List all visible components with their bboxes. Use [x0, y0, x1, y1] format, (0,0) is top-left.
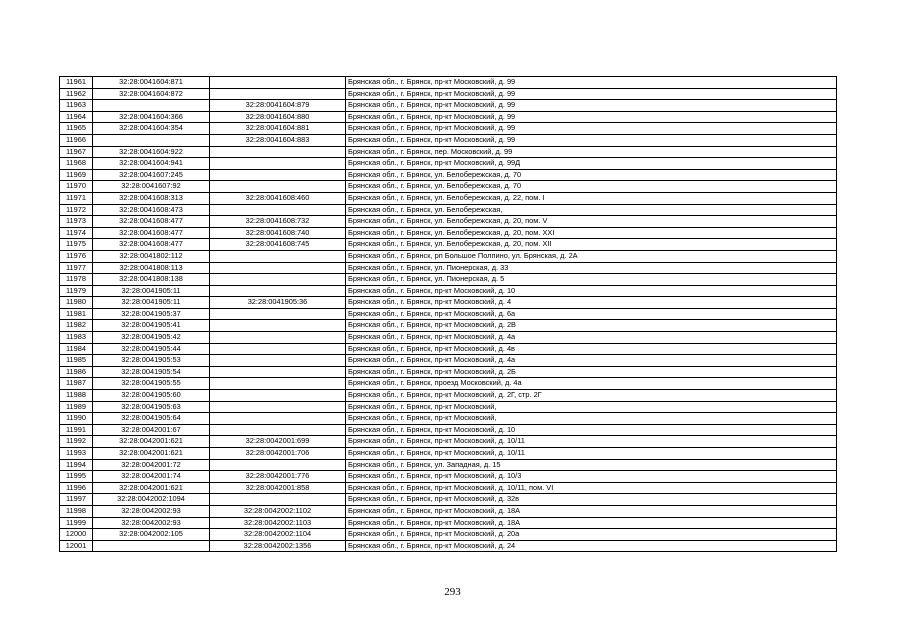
cadastral-number-cell: 32:28:0042001:72 — [93, 459, 210, 471]
object-number-cell — [210, 181, 346, 193]
object-number-cell — [210, 262, 346, 274]
cadastral-number-cell: 32:28:0041604:922 — [93, 146, 210, 158]
row-number-cell: 12001 — [60, 540, 93, 552]
table-row — [60, 111, 837, 123]
address-cell: Брянская обл., г. Брянск, ул. Белобережская, д. 70 — [346, 181, 837, 193]
table-row — [60, 540, 837, 552]
address-cell: Брянская обл., г. Брянск, пр-кт Московский, д. 99 — [346, 111, 837, 123]
cadastral-number-cell — [93, 100, 210, 112]
object-number-cell: 32:28:0041604:881 — [210, 123, 346, 135]
table-row — [60, 413, 837, 425]
row-number-cell: 11982 — [60, 320, 93, 332]
object-number-cell: 32:28:0042002:1102 — [210, 505, 346, 517]
address-cell: Брянская обл., г. Брянск, пр-кт Московский, — [346, 401, 837, 413]
object-number-cell — [210, 274, 346, 286]
address-cell: Брянская обл., г. Брянск, ул. Белобережская, д. 20, пом. XII — [346, 239, 837, 251]
address-cell: Брянская обл., г. Брянск, пр-кт Московский, д. 10/11 — [346, 448, 837, 460]
address-cell: Брянская обл., г. Брянск, пр-кт Московский, — [346, 413, 837, 425]
cadastral-number-cell: 32:28:0042002:93 — [93, 517, 210, 529]
table-row — [60, 204, 837, 216]
table-row — [60, 274, 837, 286]
cadastral-number-cell: 32:28:0041608:473 — [93, 204, 210, 216]
row-number-cell: 11964 — [60, 111, 93, 123]
row-number-cell: 11968 — [60, 158, 93, 170]
object-number-cell: 32:28:0042001:706 — [210, 448, 346, 460]
address-cell: Брянская обл., г. Брянск, пр-кт Московский, д. 10/11 — [346, 436, 837, 448]
table-row — [60, 424, 837, 436]
address-cell: Брянская обл., г. Брянск, пр-кт Московский, д. 99Д — [346, 158, 837, 170]
row-number-cell: 11986 — [60, 366, 93, 378]
row-number-cell: 11967 — [60, 146, 93, 158]
cadastral-number-cell: 32:28:0041604:941 — [93, 158, 210, 170]
row-number-cell: 11993 — [60, 448, 93, 460]
row-number-cell: 11989 — [60, 401, 93, 413]
table-row — [60, 123, 837, 135]
cadastral-number-cell: 32:28:0042001:67 — [93, 424, 210, 436]
object-number-cell — [210, 413, 346, 425]
cadastral-number-cell: 32:28:0042001:621 — [93, 448, 210, 460]
cadastral-number-cell: 32:28:0042001:621 — [93, 482, 210, 494]
address-cell: Брянская обл., г. Брянск, пр-кт Московский, д. 99 — [346, 134, 837, 146]
table-row — [60, 343, 837, 355]
table-row — [60, 436, 837, 448]
cadastral-number-cell: 32:28:0041604:871 — [93, 77, 210, 89]
table-row — [60, 401, 837, 413]
row-number-cell: 11994 — [60, 459, 93, 471]
object-number-cell — [210, 401, 346, 413]
address-cell: Брянская обл., г. Брянск, ул. Белобережская, д. 70 — [346, 169, 837, 181]
row-number-cell: 11972 — [60, 204, 93, 216]
cadastral-number-cell: 32:28:0041905:54 — [93, 366, 210, 378]
table-row — [60, 146, 837, 158]
cadastral-number-cell: 32:28:0042002:93 — [93, 505, 210, 517]
cadastral-number-cell — [93, 134, 210, 146]
table-row — [60, 239, 837, 251]
cadastral-number-cell: 32:28:0042002:105 — [93, 529, 210, 541]
address-cell: Брянская обл., г. Брянск, ул. Пионерская, д. 5 — [346, 274, 837, 286]
object-number-cell: 32:28:0042001:776 — [210, 471, 346, 483]
table-row — [60, 320, 837, 332]
table-row — [60, 529, 837, 541]
object-number-cell: 32:28:0041604:883 — [210, 134, 346, 146]
address-cell: Брянская обл., г. Брянск, пр-кт Московский, д. 2В — [346, 320, 837, 332]
address-cell: Брянская обл., г. Брянск, пр-кт Московский, д. 18А — [346, 505, 837, 517]
registry-table-body — [60, 77, 837, 552]
row-number-cell: 11987 — [60, 378, 93, 390]
table-row — [60, 227, 837, 239]
row-number-cell: 11973 — [60, 216, 93, 228]
cadastral-number-cell: 32:28:0042002:1094 — [93, 494, 210, 506]
address-cell: Брянская обл., г. Брянск, пр-кт Московский, д. 4 — [346, 297, 837, 309]
address-cell: Брянская обл., г. Брянск, пр-кт Московский, д. 99 — [346, 123, 837, 135]
row-number-cell: 11979 — [60, 285, 93, 297]
cadastral-number-cell: 32:28:0041905:63 — [93, 401, 210, 413]
cadastral-number-cell: 32:28:0041905:44 — [93, 343, 210, 355]
object-number-cell — [210, 459, 346, 471]
row-number-cell: 12000 — [60, 529, 93, 541]
address-cell: Брянская обл., г. Брянск, пр-кт Московский, д. 4а — [346, 355, 837, 367]
table-row — [60, 471, 837, 483]
row-number-cell: 11996 — [60, 482, 93, 494]
table-row — [60, 308, 837, 320]
address-cell: Брянская обл., г. Брянск, пр-кт Московский, д. 2Г, стр. 2Г — [346, 390, 837, 402]
table-row — [60, 448, 837, 460]
cadastral-number-cell: 32:28:0041607:92 — [93, 181, 210, 193]
address-cell: Брянская обл., г. Брянск, пр-кт Московский, д. 10 — [346, 424, 837, 436]
cadastral-number-cell: 32:28:0041905:60 — [93, 390, 210, 402]
address-cell: Брянская обл., г. Брянск, пер. Московский, д. 99 — [346, 146, 837, 158]
row-number-cell: 11970 — [60, 181, 93, 193]
table-row — [60, 285, 837, 297]
page-number: 293 — [444, 586, 461, 598]
object-number-cell: 32:28:0041608:732 — [210, 216, 346, 228]
table-row — [60, 332, 837, 344]
cadastral-number-cell: 32:28:0041608:477 — [93, 239, 210, 251]
table-row — [60, 517, 837, 529]
object-number-cell — [210, 77, 346, 89]
row-number-cell: 11998 — [60, 505, 93, 517]
row-number-cell: 11999 — [60, 517, 93, 529]
table-row — [60, 158, 837, 170]
table-row — [60, 494, 837, 506]
address-cell: Брянская обл., г. Брянск, проезд Московский, д. 4а — [346, 378, 837, 390]
address-cell: Брянская обл., г. Брянск, пр-кт Московский, д. 32в — [346, 494, 837, 506]
cadastral-number-cell: 32:28:0041808:138 — [93, 274, 210, 286]
address-cell: Брянская обл., г. Брянск, пр-кт Московский, д. 2Б — [346, 366, 837, 378]
row-number-cell: 11984 — [60, 343, 93, 355]
object-number-cell: 32:28:0041905:36 — [210, 297, 346, 309]
address-cell: Брянская обл., г. Брянск, пр-кт Московский, д. 4а — [346, 332, 837, 344]
table-row — [60, 459, 837, 471]
object-number-cell — [210, 158, 346, 170]
object-number-cell — [210, 332, 346, 344]
table-row — [60, 192, 837, 204]
row-number-cell: 11990 — [60, 413, 93, 425]
table-row — [60, 378, 837, 390]
address-cell: Брянская обл., г. Брянск, ул. Белобережская, д. 20, пом. XXI — [346, 227, 837, 239]
address-cell: Брянская обл., г. Брянск, ул. Белобережская, д. 22, пом. I — [346, 192, 837, 204]
address-cell: Брянская обл., г. Брянск, пр-кт Московский, д. 4в — [346, 343, 837, 355]
cadastral-number-cell: 32:28:0041607:245 — [93, 169, 210, 181]
row-number-cell: 11980 — [60, 297, 93, 309]
address-cell: Брянская обл., г. Брянск, пр-кт Московский, д. 20а — [346, 529, 837, 541]
row-number-cell: 11976 — [60, 250, 93, 262]
cadastral-number-cell: 32:28:0041802:112 — [93, 250, 210, 262]
row-number-cell: 11971 — [60, 192, 93, 204]
cadastral-number-cell: 32:28:0041905:55 — [93, 378, 210, 390]
cadastral-number-cell: 32:28:0041604:366 — [93, 111, 210, 123]
object-number-cell: 32:28:0042001:858 — [210, 482, 346, 494]
address-cell: Брянская обл., г. Брянск, ул. Западная, д. 15 — [346, 459, 837, 471]
object-number-cell: 32:28:0041604:879 — [210, 100, 346, 112]
cadastral-number-cell: 32:28:0041808:113 — [93, 262, 210, 274]
object-number-cell: 32:28:0041608:740 — [210, 227, 346, 239]
table-row — [60, 250, 837, 262]
object-number-cell: 32:28:0041608:745 — [210, 239, 346, 251]
cadastral-number-cell — [93, 540, 210, 552]
cadastral-number-cell: 32:28:0041905:11 — [93, 285, 210, 297]
table-row — [60, 181, 837, 193]
row-number-cell: 11974 — [60, 227, 93, 239]
address-cell: Брянская обл., г. Брянск, ул. Белобережская, д. 20, пом. V — [346, 216, 837, 228]
address-cell: Брянская обл., г. Брянск, пр-кт Московский, д. 10/3 — [346, 471, 837, 483]
object-number-cell — [210, 390, 346, 402]
row-number-cell: 11963 — [60, 100, 93, 112]
table-row — [60, 505, 837, 517]
table-row — [60, 100, 837, 112]
address-cell: Брянская обл., г. Брянск, пр-кт Московский, д. 99 — [346, 77, 837, 89]
object-number-cell: 32:28:0042002:1103 — [210, 517, 346, 529]
row-number-cell: 11988 — [60, 390, 93, 402]
row-number-cell: 11977 — [60, 262, 93, 274]
object-number-cell — [210, 320, 346, 332]
row-number-cell: 11991 — [60, 424, 93, 436]
table-row — [60, 216, 837, 228]
registry-table — [59, 76, 837, 552]
cadastral-number-cell: 32:28:0041608:477 — [93, 216, 210, 228]
address-cell: Брянская обл., г. Брянск, пр-кт Московский, д. 99 — [346, 88, 837, 100]
object-number-cell — [210, 285, 346, 297]
object-number-cell: 32:28:0042002:1104 — [210, 529, 346, 541]
object-number-cell — [210, 169, 346, 181]
object-number-cell — [210, 146, 346, 158]
row-number-cell: 11962 — [60, 88, 93, 100]
table-row — [60, 262, 837, 274]
row-number-cell: 11997 — [60, 494, 93, 506]
address-cell: Брянская обл., г. Брянск, пр-кт Московский, д. 24 — [346, 540, 837, 552]
cadastral-number-cell: 32:28:0041608:313 — [93, 192, 210, 204]
object-number-cell — [210, 378, 346, 390]
row-number-cell: 11975 — [60, 239, 93, 251]
table-row — [60, 297, 837, 309]
row-number-cell: 11969 — [60, 169, 93, 181]
object-number-cell: 32:28:0042001:699 — [210, 436, 346, 448]
object-number-cell — [210, 424, 346, 436]
address-cell: Брянская обл., г. Брянск, пр-кт Московский, д. 6а — [346, 308, 837, 320]
table-row — [60, 482, 837, 494]
cadastral-number-cell: 32:28:0041604:872 — [93, 88, 210, 100]
cadastral-number-cell: 32:28:0041604:354 — [93, 123, 210, 135]
row-number-cell: 11992 — [60, 436, 93, 448]
cadastral-number-cell: 32:28:0041905:42 — [93, 332, 210, 344]
cadastral-number-cell: 32:28:0041905:64 — [93, 413, 210, 425]
object-number-cell — [210, 366, 346, 378]
address-cell: Брянская обл., г. Брянск, пр-кт Московский, д. 10 — [346, 285, 837, 297]
table-row — [60, 390, 837, 402]
object-number-cell — [210, 250, 346, 262]
row-number-cell: 11981 — [60, 308, 93, 320]
row-number-cell: 11995 — [60, 471, 93, 483]
table-row — [60, 88, 837, 100]
cadastral-number-cell: 32:28:0042001:74 — [93, 471, 210, 483]
table-row — [60, 355, 837, 367]
address-cell: Брянская обл., г. Брянск, рп Большое Полпино, ул. Брянская, д. 2А — [346, 250, 837, 262]
cadastral-number-cell: 32:28:0041905:41 — [93, 320, 210, 332]
object-number-cell — [210, 494, 346, 506]
address-cell: Брянская обл., г. Брянск, пр-кт Московский, д. 99 — [346, 100, 837, 112]
object-number-cell — [210, 343, 346, 355]
row-number-cell: 11965 — [60, 123, 93, 135]
object-number-cell: 32:28:0042002:1356 — [210, 540, 346, 552]
row-number-cell: 11978 — [60, 274, 93, 286]
address-cell: Брянская обл., г. Брянск, пр-кт Московский, д. 10/11, пом. VI — [346, 482, 837, 494]
object-number-cell — [210, 88, 346, 100]
cadastral-number-cell: 32:28:0041905:37 — [93, 308, 210, 320]
cadastral-number-cell: 32:28:0041905:53 — [93, 355, 210, 367]
object-number-cell — [210, 308, 346, 320]
row-number-cell: 11983 — [60, 332, 93, 344]
row-number-cell: 11966 — [60, 134, 93, 146]
table-row — [60, 134, 837, 146]
table-row — [60, 169, 837, 181]
object-number-cell — [210, 355, 346, 367]
table-row — [60, 77, 837, 89]
object-number-cell: 32:28:0041604:880 — [210, 111, 346, 123]
table-row — [60, 366, 837, 378]
object-number-cell — [210, 204, 346, 216]
address-cell: Брянская обл., г. Брянск, ул. Белобережская, — [346, 204, 837, 216]
address-cell: Брянская обл., г. Брянск, ул. Пионерская, д. 33 — [346, 262, 837, 274]
row-number-cell: 11961 — [60, 77, 93, 89]
row-number-cell: 11985 — [60, 355, 93, 367]
cadastral-number-cell: 32:28:0041608:477 — [93, 227, 210, 239]
address-cell: Брянская обл., г. Брянск, пр-кт Московский, д. 18А — [346, 517, 837, 529]
cadastral-number-cell: 32:28:0042001:621 — [93, 436, 210, 448]
object-number-cell: 32:28:0041608:460 — [210, 192, 346, 204]
cadastral-number-cell: 32:28:0041905:11 — [93, 297, 210, 309]
